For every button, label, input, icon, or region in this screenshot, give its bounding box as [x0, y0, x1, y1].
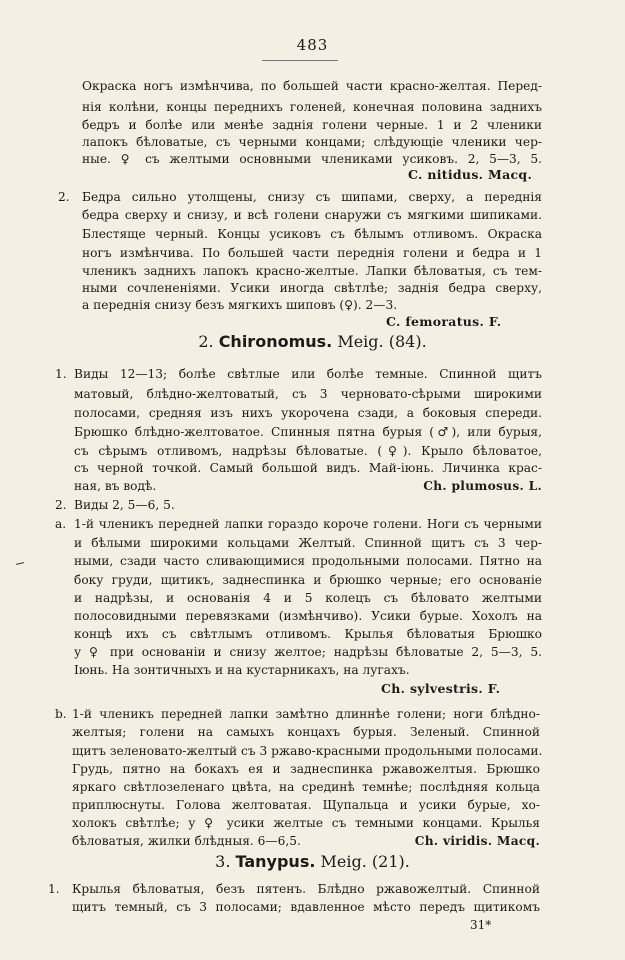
genus-number: 2.	[198, 332, 214, 351]
text-line: нія колѣни, концы переднихъ голеней, конечная половина заднихъ	[82, 100, 542, 114]
text-line: и надрѣзы, и основанія 4 и 5 колецъ съ бѣловато желтыми	[74, 591, 542, 605]
line-text: ная, въ водѣ.	[74, 479, 157, 493]
text-line: боку груди, щитикъ, заднеспинка и брюшко черные; его основаніе	[74, 573, 542, 587]
entry-marker: b.	[55, 707, 67, 721]
text-line: полосовидными перевязками (измѣнчиво). Усики бурые. Хохолъ на	[74, 609, 542, 623]
text-line: приплюснуты. Голова желтоватая. Щупальца и усики бурые, хо-	[72, 798, 540, 812]
genus-author: Meig.	[337, 332, 384, 351]
text-line: Брюшко блѣдно-желтоватое. Спинныя пятна бурыя (♂), или бурыя,	[74, 425, 542, 439]
text-line: ными сочлененіями. Усики иногда свѣтлѣе; заднія бедра сверху,	[82, 281, 542, 295]
genus-number: 3.	[215, 852, 231, 871]
genus-name: Tanypus.	[235, 852, 316, 871]
text-line	[74, 478, 542, 494]
text-line: желтыя; голени на самыхъ концахъ бурыя. Зеленый. Спинной	[72, 725, 540, 739]
text-line	[72, 833, 540, 849]
text-line: и бѣлыми широкими кольцами Желтый. Спинной щитъ съ 3 чер-	[74, 536, 542, 550]
genus-name: Chironomus.	[218, 332, 333, 351]
text-line: Грудь, пятно на бокахъ ея и заднеспинка ржавожелтыя. Брюшко	[72, 762, 540, 776]
text-line: Окраска ногъ измѣнчива, по большей части красно-желтая. Перед-	[82, 79, 542, 93]
entry-marker: 1.	[55, 367, 67, 381]
text-line: 1-й членикъ передней лапки гораздо короче голени. Ноги съ черными	[74, 517, 542, 531]
entry-marker: 2.	[55, 498, 67, 512]
text-line: Бедра сильно утолщены, снизу съ шипами, сверху, а переднія	[82, 190, 542, 204]
page-number: 483	[296, 36, 329, 54]
text-line: полосами, средняя изъ нихъ укорочена сзади, а боковыя спереди.	[74, 406, 542, 420]
margin-mark	[16, 562, 24, 565]
text-line: членикъ заднихъ лапокъ красно-желтые. Лапки бѣловатыя, съ тем-	[82, 264, 542, 278]
species-name: Ch. viridis. Macq.	[414, 834, 540, 848]
text-line: щитъ темный, съ 3 полосами; вдавленное мѣсто передъ щитикомъ	[72, 900, 540, 914]
genus-author: Meig.	[320, 852, 367, 871]
text-line: съ черной точкой. Самый большой видъ. Май-іюнь. Личинка крас-	[74, 461, 542, 475]
text-line: бедра сверху и снизу, и всѣ голени снаружи съ мягкими шипиками.	[82, 208, 542, 222]
text-line: яркаго свѣтлозеленаго цвѣта, на срединѣ темнѣе; послѣдняя кольца	[72, 780, 540, 794]
text-line: холокъ свѣтлѣе; у ♀ усики желтые съ темными концами. Крылья	[72, 816, 540, 830]
entry-marker: a.	[55, 517, 67, 531]
text-line: концѣ ихъ съ свѣтлымъ отливомъ. Крылья бѣловатыя Брюшко	[74, 627, 542, 641]
text-line: ногъ измѣнчива. По большей части переднія голени и бедра и 1	[82, 246, 542, 260]
species-name: Ch. plumosus. L.	[423, 479, 542, 493]
species-name: Ch. sylvestris. F.	[381, 681, 501, 696]
printer-signature: 31*	[470, 918, 492, 932]
genus-count: (84).	[388, 332, 427, 351]
text-line: бедръ и болѣе или менѣе заднія голени черные. 1 и 2 членики	[82, 118, 542, 132]
text-line: ными, сзади часто сливающимися продольными полосами. Пятно на	[74, 554, 542, 568]
text-line: 1-й членикъ передней лапки замѣтно длиннѣе голени; ноги блѣдно-	[72, 707, 540, 721]
text-line: лапокъ бѣловатые, съ черными концами; слѣдующіе членики чер-	[82, 135, 542, 149]
text-line: Блестяще черный. Концы усиковъ съ бѣлымъ отливомъ. Окраска	[82, 227, 542, 241]
species-name: C. femoratus. F.	[386, 314, 502, 329]
genus-heading	[0, 332, 625, 352]
text-line: Крылья бѣловатыя, безъ пятенъ. Блѣдно ржавожелтый. Спинной	[72, 882, 540, 896]
text-line: Виды 12—13; болѣе свѣтлые или болѣе темные. Спинной щитъ	[74, 367, 542, 381]
text-line: Виды 2, 5—6, 5.	[74, 498, 175, 512]
text-line: щитъ зеленовато-желтый съ 3 ржаво-красными продольными полосами.	[72, 744, 543, 758]
text-line: матовый, блѣдно-желтоватый, съ 3 черновато-сѣрыми широкими	[74, 387, 542, 401]
entry-marker: 1.	[48, 882, 60, 896]
text-line: съ сѣрымъ отливомъ, надрѣзы бѣловатые. (♀). Крыло бѣловатое,	[74, 444, 542, 458]
page-number-rule	[262, 60, 338, 61]
genus-heading	[0, 852, 625, 872]
text-line: ные. ♀ съ желтыми основными члениками усиковъ. 2, 5—3, 5.	[82, 152, 542, 166]
genus-count: (21).	[371, 852, 410, 871]
text-line: у ♀ при основаніи и снизу желтое; надрѣзы бѣловатые 2, 5—3, 5.	[74, 645, 542, 659]
line-text: бѣловатыя, жилки блѣдныя. 6—6,5.	[72, 834, 301, 848]
text-line: а переднія снизу безъ мягкихъ шиповъ (♀). 2—3.	[82, 298, 398, 312]
text-line: Іюнь. На зонтичныхъ и на кустарникахъ, на лугахъ.	[74, 663, 410, 677]
entry-marker: 2.	[58, 190, 70, 204]
species-name: C. nitidus. Macq.	[408, 167, 533, 182]
